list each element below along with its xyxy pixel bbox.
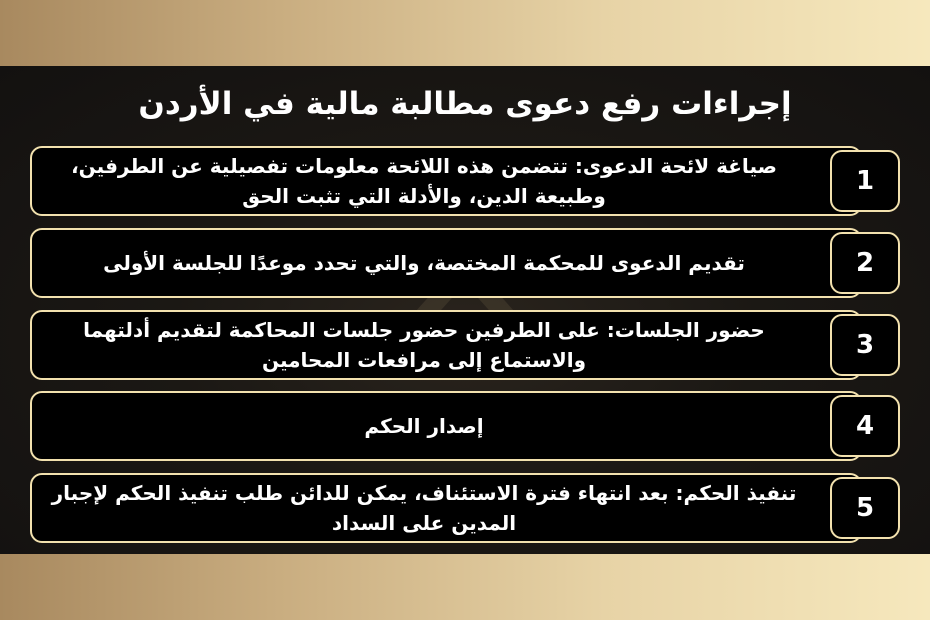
step-3-box bbox=[30, 310, 862, 380]
step-4-text: إصدار الحكم bbox=[364, 414, 484, 438]
step-1-box bbox=[30, 146, 862, 216]
step-2-box bbox=[30, 228, 862, 298]
step-2-number: 2 bbox=[830, 232, 900, 294]
step-3-number: 3 bbox=[830, 314, 900, 376]
step-5-number: 5 bbox=[830, 477, 900, 539]
step-4-number: 4 bbox=[830, 395, 900, 457]
step-5-box bbox=[30, 473, 862, 543]
step-1-text: صياغة لائحة الدعوى: تتضمن هذه اللائحة معلومات تفصيلية عن الطرفين، وطبيعة الدين، والأدلة التي تثبت الحق bbox=[71, 154, 777, 208]
step-4-box bbox=[30, 391, 862, 461]
infographic-title: إجراءات رفع دعوى مطالبة مالية في الأردن bbox=[138, 86, 792, 122]
step-2-text: تقديم الدعوى للمحكمة المختصة، والتي تحدد موعدًا للجلسة الأولى bbox=[103, 251, 745, 275]
step-3-text: حضور الجلسات: على الطرفين حضور جلسات المحاكمة لتقديم أدلتهما والاستماع إلى مرافعات المحامين bbox=[83, 318, 765, 372]
step-1-number: 1 bbox=[830, 150, 900, 212]
step-5-text: تنفيذ الحكم: بعد انتهاء فترة الاستئناف، يمكن للدائن طلب تنفيذ الحكم لإجبار المدين على السداد bbox=[51, 481, 797, 535]
